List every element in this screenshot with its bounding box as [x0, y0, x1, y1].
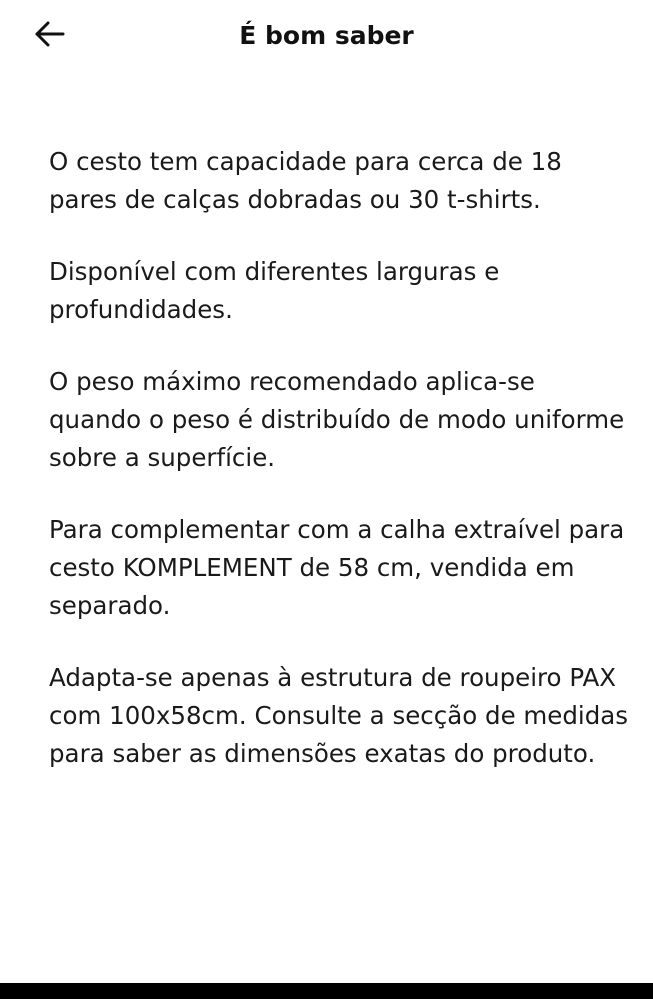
bottom-bar	[0, 983, 653, 999]
page-title: É bom saber	[239, 21, 414, 50]
info-content	[49, 143, 629, 807]
info-paragraph-capacity: O cesto tem capacidade para cerca de 18 pares de calças dobradas ou 30 t-shirts.	[49, 147, 562, 214]
info-paragraph-fit: Adapta-se apenas à estrutura de roupeiro PAX com 100x58cm. Consulte a secção de medidas para saber as dimensões exatas do produto.	[49, 663, 629, 768]
top-app-bar	[0, 0, 653, 72]
info-paragraph-sizes: Disponível com diferentes larguras e profundidades.	[49, 257, 500, 324]
info-paragraph-max-weight: O peso máximo recomendado aplica-se quando o peso é distribuído de modo uniforme sobre a superfície.	[49, 367, 625, 472]
info-paragraph-complement: Para complementar com a calha extraível para cesto KOMPLEMENT de 58 cm, vendida em separado.	[49, 515, 625, 620]
